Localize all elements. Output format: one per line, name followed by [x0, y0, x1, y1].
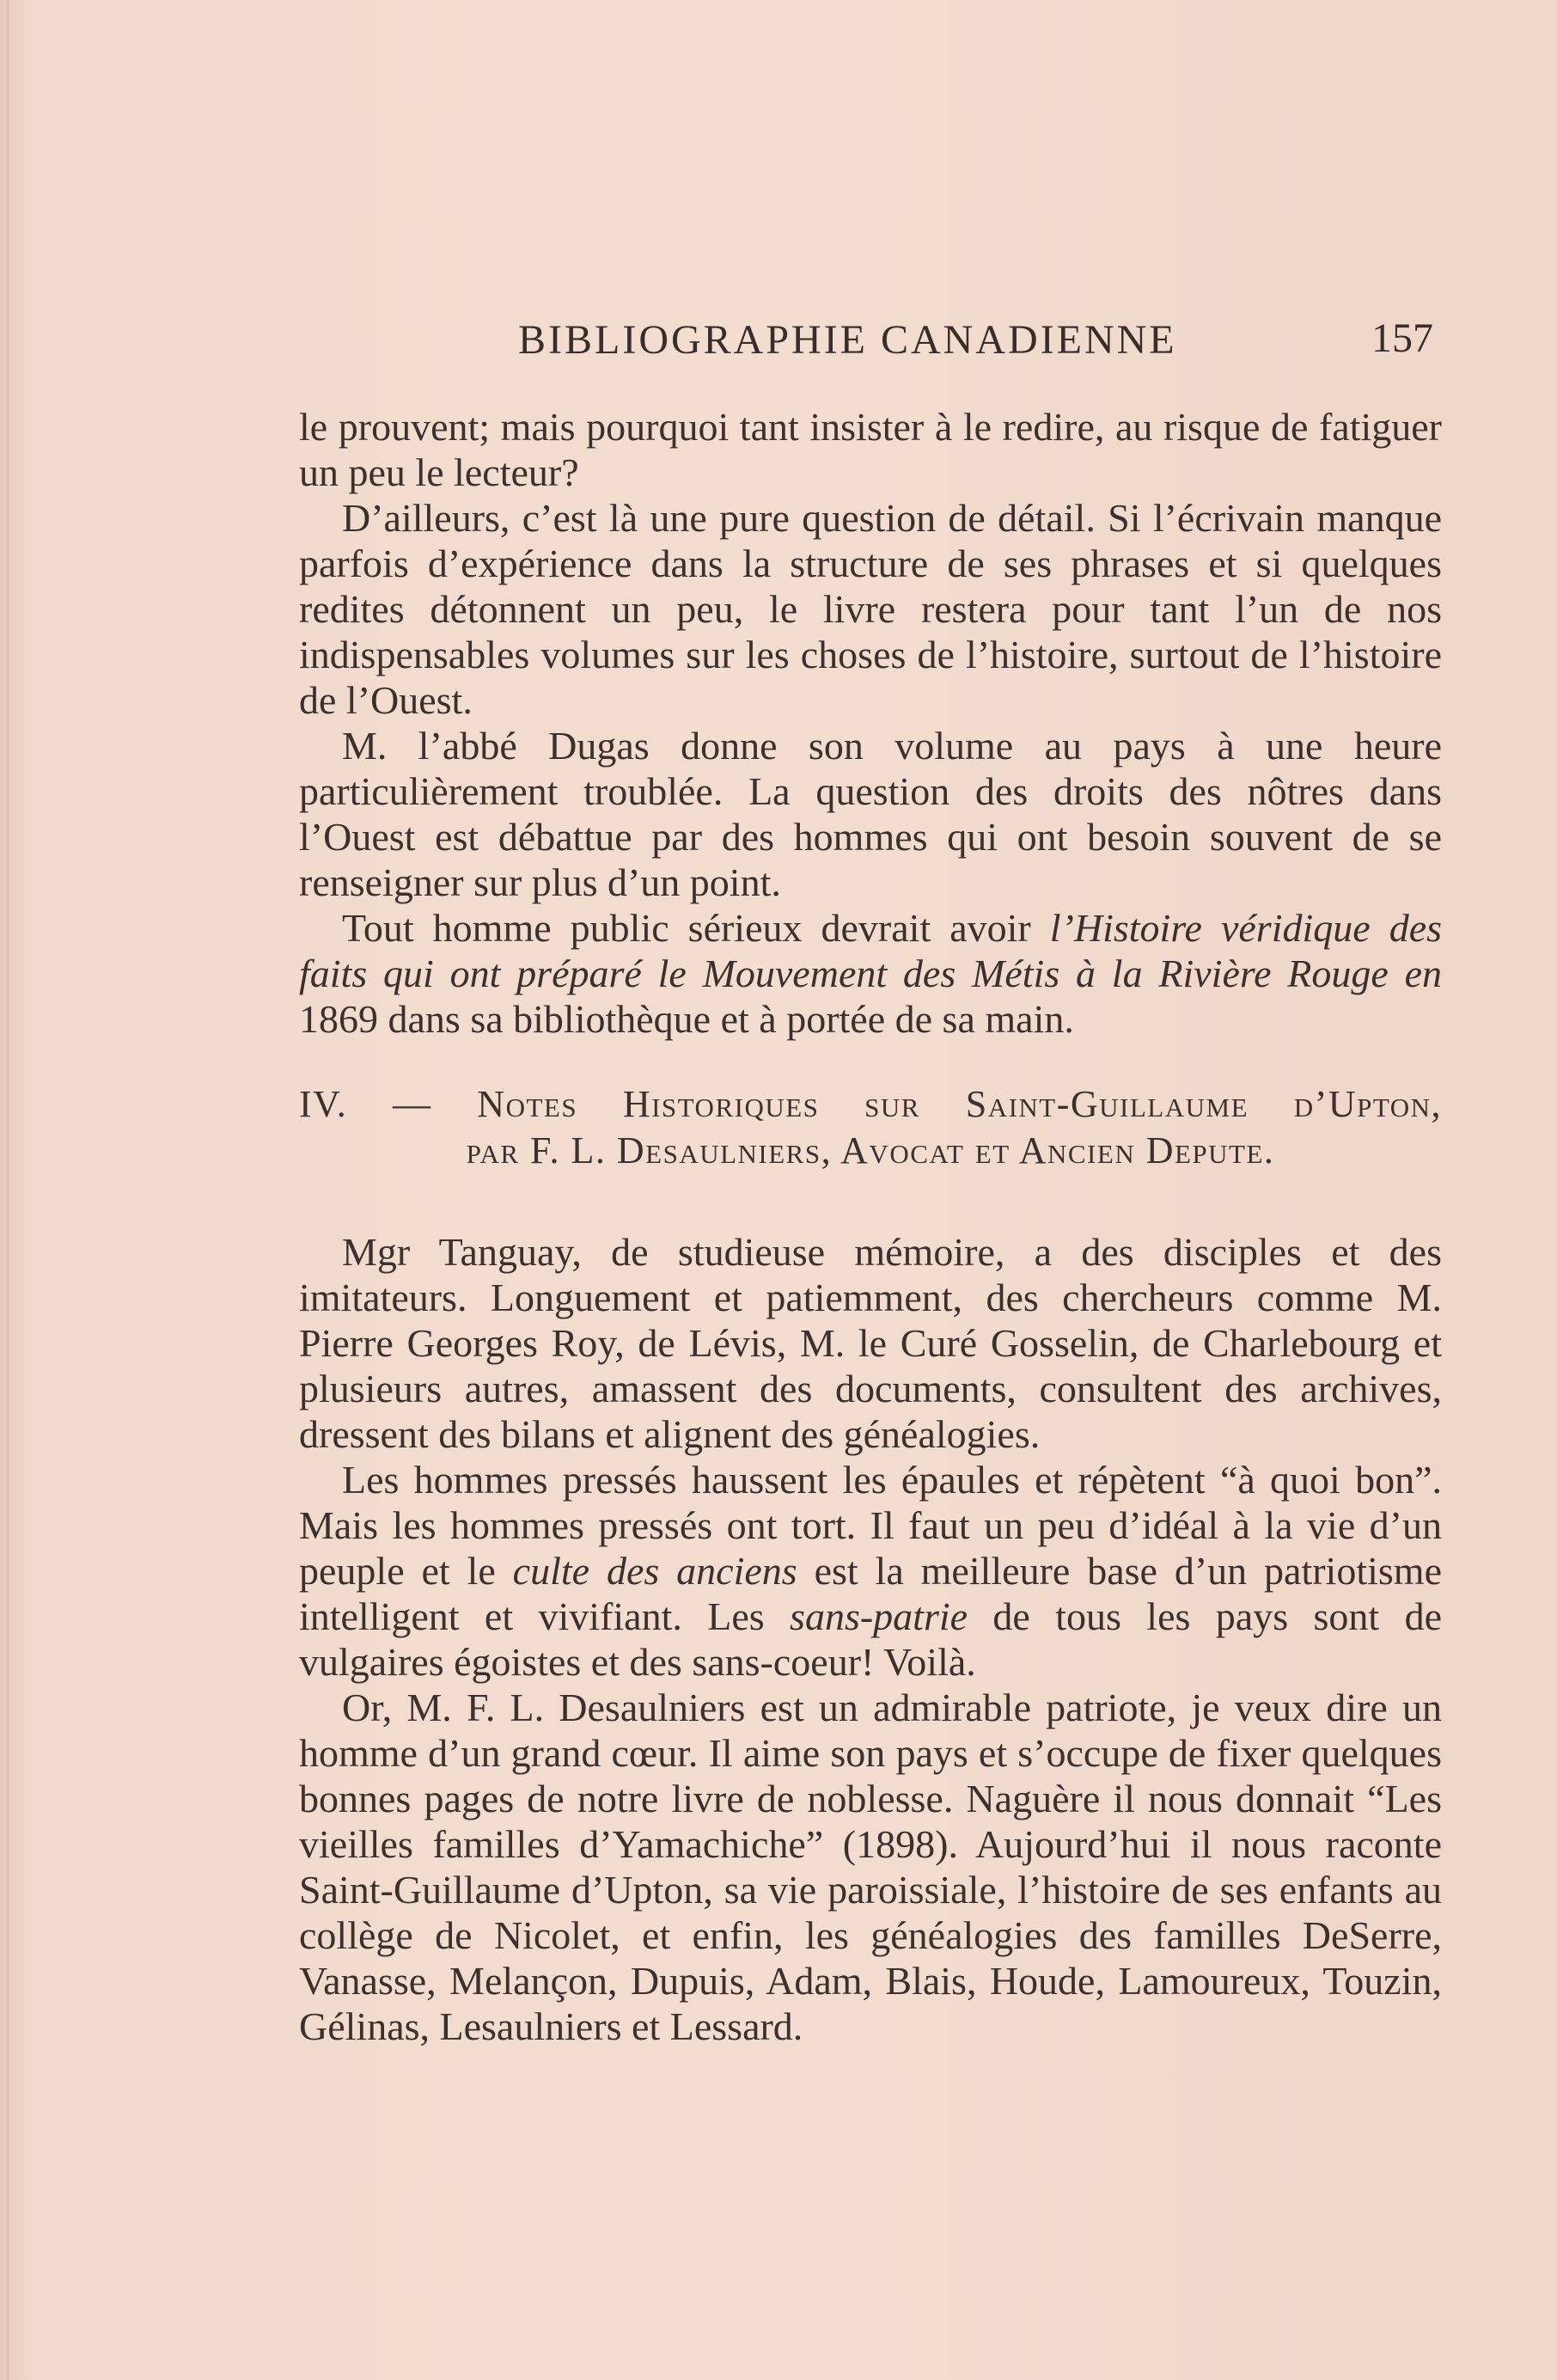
paragraph-style-remark: D’ailleurs, c’est là une pure question de détail. Si l’écrivain manque parfois d’expérience dans la structure de ses phrases et si quelques redites détonnent un peu, le livre restera pour tant l’un de nos indispensables volumes sur les choses de l’histoire, surtout de l’histoire de l’Ouest.	[299, 496, 1442, 722]
recommendation-start: Tout homme public sérieux devrait avoir	[342, 906, 1050, 950]
hommes-presses-text-b: est la meilleure base d’un patriotisme intelligent et vivifiant. Les	[299, 1549, 1443, 1638]
hommes-presses-text-a: Les hommes pressés haussent les épaules et répètent “à quoi bon”. Mais les hommes pressés ont tort. Il faut un peu d’idéal à la vie d’un peuple et le	[299, 1458, 1442, 1593]
culte-des-anciens-italic: culte des anciens	[512, 1549, 797, 1593]
page-number: 157	[1371, 315, 1433, 361]
sans-patrie-italic: sans-patrie	[790, 1594, 968, 1638]
paragraph-volume-timing: M. l’abbé Dugas donne son volume au pays à une heure particulièrement troublée. La question des droits des nôtres dans l’Ouest est débattue par des hommes qui ont besoin souvent de se renseigner sur plus d’un point.	[299, 724, 1442, 904]
running-title: BIBLIOGRAPHIE CANADIENNE	[518, 317, 1177, 363]
page-edge	[7, 0, 9, 2380]
section-heading-line1: IV. — Notes Historiques sur Saint-Guillaume d’Upton,	[299, 1083, 1442, 1125]
paragraph-hommes-presses	[299, 1457, 1442, 1685]
section-heading-line2: par F. L. Desaulniers, Avocat et Ancien Depute.	[466, 1129, 1275, 1172]
paragraph-desaulniers: Or, M. F. L. Desaulniers est un admirable patriote, je veux dire un homme d’un grand cœur. Il aime son pays et s’occupe de fixer quelques bonnes pages de notre livre de noblesse. Naguère il nous donnait “Les vieilles familles d’Yamachiche” (1898). Aujourd’hui il nous raconte Saint-Guillaume d’Upton, sa vie paroissiale, l’histoire de ses enfants au collège de Nicolet, et enfin, les généalogies des familles DeSerre, Vanasse, Melançon, Dupuis, Adam, Blais, Houde, Lamoureux, Touzin, Gélinas, Lesaulniers et Lessard.	[299, 1686, 1442, 2048]
hommes-presses-text-c: de tous les pays sont de vulgaires égoistes et des sans-coeur! Voilà.	[299, 1594, 1442, 1684]
paragraph-recommendation	[299, 905, 1442, 1042]
paragraph-continuation: le prouvent; mais pourquoi tant insister à le redire, au risque de fatiguer un peu le lecteur?	[299, 405, 1442, 494]
running-head	[299, 309, 1433, 370]
body-text	[299, 404, 1442, 2049]
section-heading	[299, 1081, 1442, 1174]
recommendation-end: 1869 dans sa bibliothèque et à portée de sa main.	[299, 997, 1074, 1041]
book-title-italic: l’Histoire véridique des faits qui ont préparé le Mouvement des Métis à la Rivière Rouge en	[299, 906, 1443, 995]
paragraph-tanguay: Mgr Tanguay, de studieuse mémoire, a des disciples et des imitateurs. Longuement et patiemment, des chercheurs comme M. Pierre Georges Roy, de Lévis, M. le Curé Gosselin, de Charlebourg et plusieurs autres, amassent des documents, consultent des archives, dressent des bilans et alignent des généalogies.	[299, 1230, 1442, 1456]
